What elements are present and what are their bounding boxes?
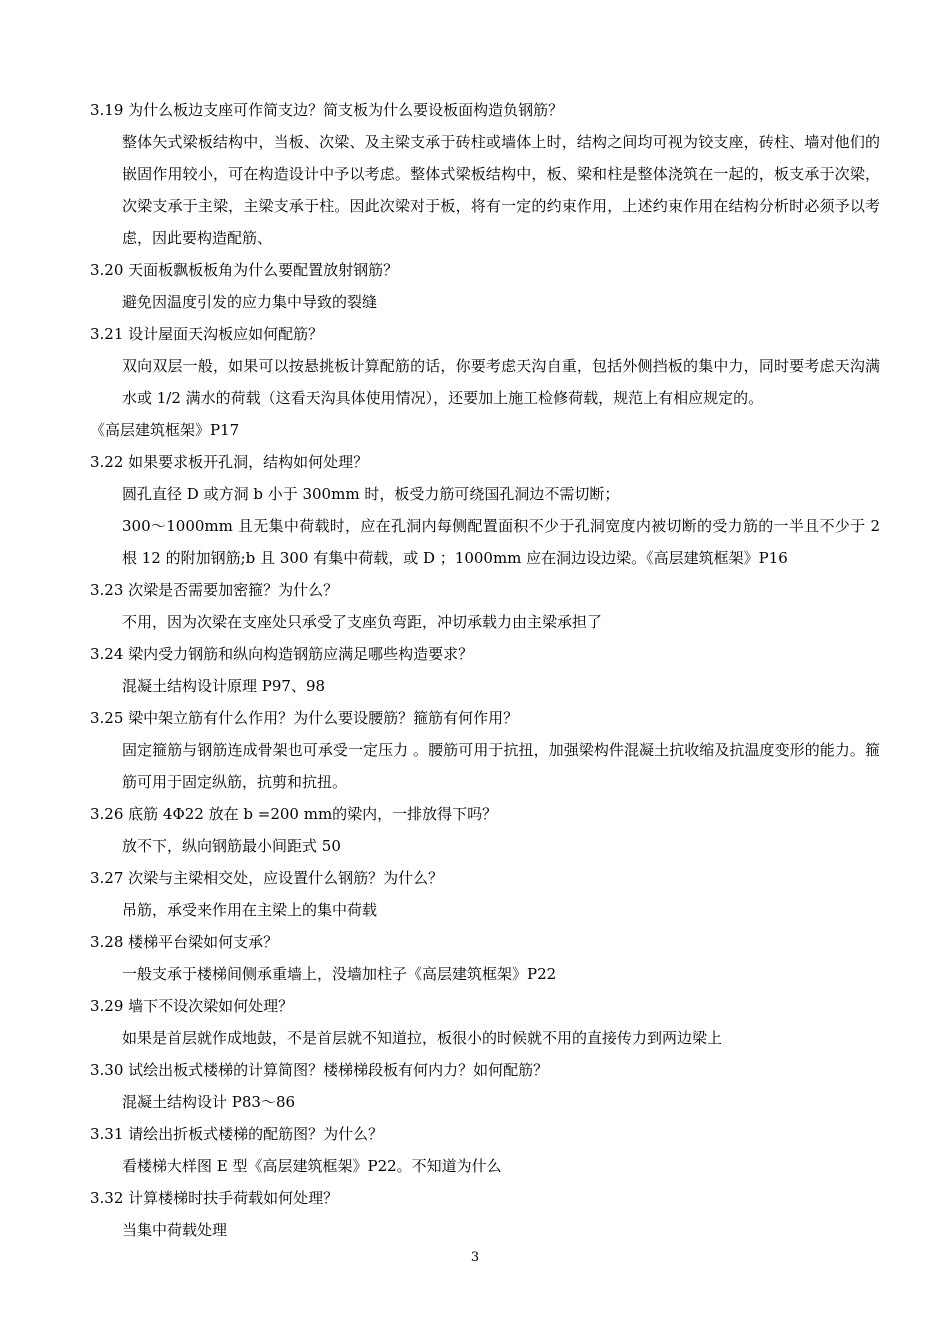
- page-number: 3: [470, 1250, 480, 1265]
- answer-3-28: 一般支承于楼梯间侧承重墙上，没墙加柱子《高层建筑框架》P22: [122, 965, 557, 983]
- answer-3-30: 混凝土结构设计 P83～86: [122, 1093, 296, 1111]
- answer-3-25: 固定箍筋与钢筋连成骨架也可承受一定压力 。腰筋可用于抗扭，加强梁构件混凝土抗收缩及抗温度变形的能力。箍筋可用于固定纵筋，抗剪和抗扭。: [122, 741, 880, 791]
- document-body: [90, 94, 880, 1246]
- answer-3-26: 放不下，纵向钢筋最小间距式 50: [122, 837, 341, 855]
- answer-3-22-round-hole: 圆孔直径 D 或方洞 b 小于 300mm 时，板受力筋可绕国孔洞边不需切断；: [122, 485, 620, 503]
- question-3-27: 3.27 次梁与主梁相交处，应设置什么钢筋？为什么？: [90, 869, 444, 887]
- answer-3-29: 如果是首层就作成地鼓，不是首层就不知道拉，板很小的时候就不用的直接传力到两边梁上: [122, 1029, 723, 1047]
- answer-3-19: 整体矢式梁板结构中，当板、次梁、及主梁支承于砖柱或墙体上时，结构之间均可视为铰支座，砖柱、墙对他们的嵌固作用较小，可在构造设计中予以考虑。整体式梁板结构中，板、梁和柱是整体浇筑在一起的，板支承于次梁，次梁支承于主梁，主梁支承于柱。因此次梁对于板，将有一定的约束作用，上述约束作用在结构分析时必须予以考虑，因此要构造配筋、: [122, 133, 880, 247]
- question-3-23: 3.23 次梁是否需要加密箍？为什么？: [90, 581, 339, 599]
- question-3-28: 3.28 楼梯平台梁如何支承？: [90, 933, 279, 951]
- question-3-26: 3.26 底筋 4Φ22 放在 b =200 mm的梁内，一排放得下吗？: [90, 805, 498, 823]
- answer-3-31: 看楼梯大样图 E 型《高层建筑框架》P22。不知道为什么: [122, 1157, 502, 1175]
- question-3-24: 3.24 梁内受力钢筋和纵向构造钢筋应满足哪些构造要求？: [90, 645, 474, 663]
- question-3-21: 3.21 设计屋面天沟板应如何配筋？: [90, 325, 324, 343]
- answer-3-27: 吊筋，承受来作用在主梁上的集中荷载: [122, 901, 378, 919]
- question-3-22: 3.22 如果要求板开孔洞，结构如何处理？: [90, 453, 369, 471]
- question-3-31: 3.31 请绘出折板式楼梯的配筋图？为什么？: [90, 1125, 384, 1143]
- question-3-20: 3.20 天面板飘板板角为什么要配置放射钢筋？: [90, 261, 399, 279]
- question-3-29: 3.29 墙下不设次梁如何处理？: [90, 997, 294, 1015]
- answer-3-24: 混凝土结构设计原理 P97、98: [122, 677, 326, 695]
- answer-3-21-reference: 《高层建筑框架》P17: [90, 421, 240, 439]
- question-3-19: 3.19 为什么板边支座可作简支边？简支板为什么要设板面构造负钢筋？: [90, 101, 564, 119]
- question-3-32: 3.32 计算楼梯时扶手荷载如何处理？: [90, 1189, 339, 1207]
- question-3-25: 3.25 梁中架立筋有什么作用？为什么要设腰筋？箍筋有何作用？: [90, 709, 519, 727]
- answer-3-32: 当集中荷载处理: [122, 1221, 228, 1239]
- answer-3-21: 双向双层一般，如果可以按悬挑板计算配筋的话，你要考虑天沟自重，包括外侧挡板的集中力，同时要考虑天沟满水或 1/2 满水的荷载（这看天沟具体使用情况），还要加上施工检修荷载，规范上有相应规定的。: [122, 357, 880, 407]
- answer-3-23: 不用，因为次梁在支座处只承受了支座负弯距，冲切承载力由主梁承担了: [122, 613, 603, 631]
- answer-3-22-large-hole: 300～1000mm 且无集中荷载时，应在孔洞内每侧配置面积不少于孔洞宽度内被切断的受力筋的一半且不少于 2 根 12 的附加钢筋;b 且 300 有集中荷载，或 D ；1000mm 应在洞边设边梁。《高层建筑框架》P16: [122, 517, 880, 567]
- answer-3-20: 避免因温度引发的应力集中导致的裂缝: [122, 293, 378, 311]
- question-3-30: 3.30 试绘出板式楼梯的计算简图？楼梯梯段板有何内力？如何配筋？: [90, 1061, 549, 1079]
